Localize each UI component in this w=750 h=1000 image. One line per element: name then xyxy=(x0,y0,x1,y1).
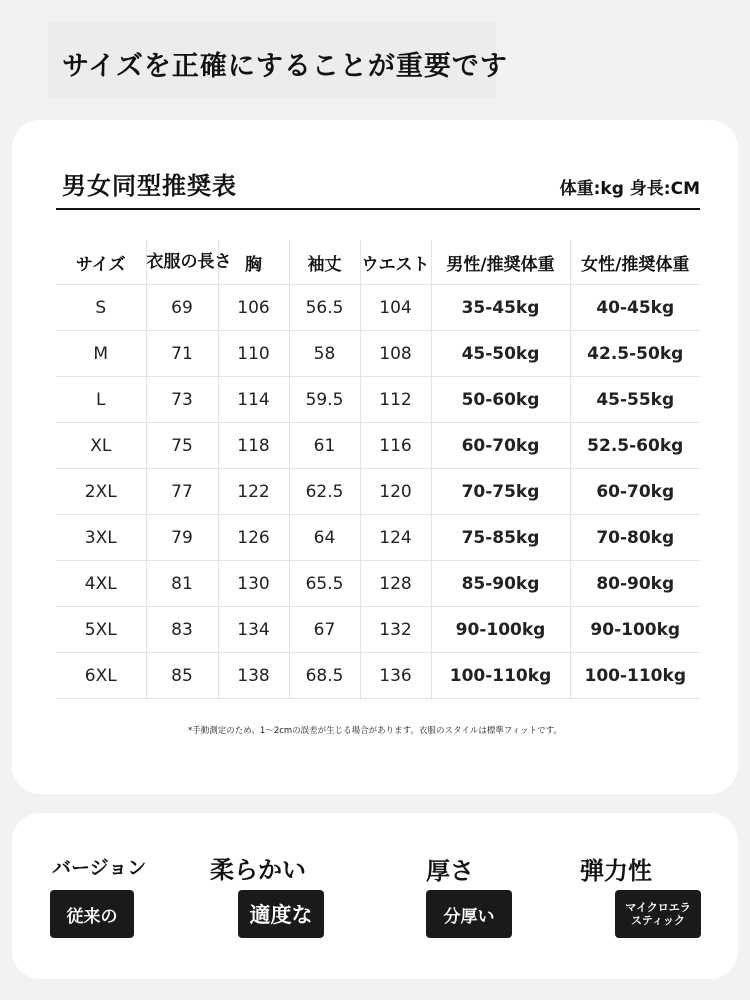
cell-women-weight: 90-100kg xyxy=(570,607,700,653)
cell-men-weight: 70-75kg xyxy=(431,469,570,515)
cell-waist: 136 xyxy=(360,653,431,699)
cell-waist: 108 xyxy=(360,331,431,377)
cell-chest: 130 xyxy=(218,561,289,607)
cell-waist: 116 xyxy=(360,423,431,469)
cell-sleeve: 61 xyxy=(289,423,360,469)
cell-women-weight: 100-110kg xyxy=(570,653,700,699)
cell-waist: 128 xyxy=(360,561,431,607)
cell-men-weight: 50-60kg xyxy=(431,377,570,423)
cell-chest: 114 xyxy=(218,377,289,423)
cell-sleeve: 64 xyxy=(289,515,360,561)
feature-label-softness: 柔らかい xyxy=(210,856,306,884)
cell-chest: 106 xyxy=(218,285,289,331)
cell-men-weight: 35-45kg xyxy=(431,285,570,331)
table-row xyxy=(56,607,700,653)
cell-sleeve: 65.5 xyxy=(289,561,360,607)
size-chart-title: 男女同型推奨表 xyxy=(62,172,237,200)
header-length: 衣服の長さ xyxy=(146,240,218,285)
cell-size: 3XL xyxy=(56,515,146,561)
table-row xyxy=(56,515,700,561)
cell-women-weight: 42.5-50kg xyxy=(570,331,700,377)
feature-value-elasticity: マイクロエラスティック xyxy=(615,890,701,938)
cell-men-weight: 75-85kg xyxy=(431,515,570,561)
header-chest: 胸 xyxy=(218,240,289,285)
features-card xyxy=(12,813,738,979)
feature-label-elasticity: 弾力性 xyxy=(580,857,652,885)
cell-size: 6XL xyxy=(56,653,146,699)
cell-length: 83 xyxy=(146,607,218,653)
cell-men-weight: 60-70kg xyxy=(431,423,570,469)
header-size: サイズ xyxy=(56,240,146,285)
table-row xyxy=(56,423,700,469)
cell-chest: 126 xyxy=(218,515,289,561)
header-women-weight: 女性/推奨体重 xyxy=(570,240,700,285)
cell-size: M xyxy=(56,331,146,377)
cell-waist: 104 xyxy=(360,285,431,331)
cell-waist: 112 xyxy=(360,377,431,423)
cell-men-weight: 90-100kg xyxy=(431,607,570,653)
cell-sleeve: 68.5 xyxy=(289,653,360,699)
cell-women-weight: 40-45kg xyxy=(570,285,700,331)
cell-sleeve: 58 xyxy=(289,331,360,377)
cell-men-weight: 100-110kg xyxy=(431,653,570,699)
cell-waist: 132 xyxy=(360,607,431,653)
title-divider xyxy=(56,208,700,210)
cell-sleeve: 59.5 xyxy=(289,377,360,423)
measurement-footnote: *手動測定のため、1～2cmの誤差が生じる場合があります。衣服のスタイルは標準フィットです。 xyxy=(188,726,562,736)
cell-men-weight: 45-50kg xyxy=(431,331,570,377)
cell-size: 2XL xyxy=(56,469,146,515)
cell-size: XL xyxy=(56,423,146,469)
units-label: 体重:kg 身長:CM xyxy=(559,179,700,199)
cell-length: 73 xyxy=(146,377,218,423)
feature-value-softness: 適度な xyxy=(238,890,324,938)
cell-waist: 124 xyxy=(360,515,431,561)
cell-length: 75 xyxy=(146,423,218,469)
table-row xyxy=(56,469,700,515)
cell-sleeve: 56.5 xyxy=(289,285,360,331)
cell-size: S xyxy=(56,285,146,331)
size-table xyxy=(56,240,700,699)
cell-length: 85 xyxy=(146,653,218,699)
table-row xyxy=(56,331,700,377)
cell-size: 5XL xyxy=(56,607,146,653)
cell-chest: 122 xyxy=(218,469,289,515)
feature-value-thickness: 分厚い xyxy=(426,890,512,938)
feature-label-thickness: 厚さ xyxy=(426,857,474,885)
table-row xyxy=(56,377,700,423)
cell-chest: 118 xyxy=(218,423,289,469)
cell-women-weight: 52.5-60kg xyxy=(570,423,700,469)
size-chart-card xyxy=(12,120,738,794)
cell-chest: 138 xyxy=(218,653,289,699)
cell-sleeve: 62.5 xyxy=(289,469,360,515)
page-title: サイズを正確にすることが重要です xyxy=(62,51,508,82)
header-sleeve: 袖丈 xyxy=(289,240,360,285)
table-header-row xyxy=(56,240,700,285)
table-row xyxy=(56,653,700,699)
cell-length: 69 xyxy=(146,285,218,331)
header-men-weight: 男性/推奨体重 xyxy=(431,240,570,285)
cell-men-weight: 85-90kg xyxy=(431,561,570,607)
cell-length: 81 xyxy=(146,561,218,607)
cell-chest: 134 xyxy=(218,607,289,653)
cell-women-weight: 80-90kg xyxy=(570,561,700,607)
feature-label-version: バージョン xyxy=(52,857,147,879)
cell-chest: 110 xyxy=(218,331,289,377)
cell-sleeve: 67 xyxy=(289,607,360,653)
table-row xyxy=(56,285,700,331)
cell-size: L xyxy=(56,377,146,423)
feature-value-version: 従来の xyxy=(50,890,134,938)
cell-women-weight: 45-55kg xyxy=(570,377,700,423)
cell-women-weight: 60-70kg xyxy=(570,469,700,515)
table-row xyxy=(56,561,700,607)
cell-length: 79 xyxy=(146,515,218,561)
header-waist: ウエスト xyxy=(360,240,431,285)
cell-length: 77 xyxy=(146,469,218,515)
cell-women-weight: 70-80kg xyxy=(570,515,700,561)
cell-length: 71 xyxy=(146,331,218,377)
cell-waist: 120 xyxy=(360,469,431,515)
cell-size: 4XL xyxy=(56,561,146,607)
